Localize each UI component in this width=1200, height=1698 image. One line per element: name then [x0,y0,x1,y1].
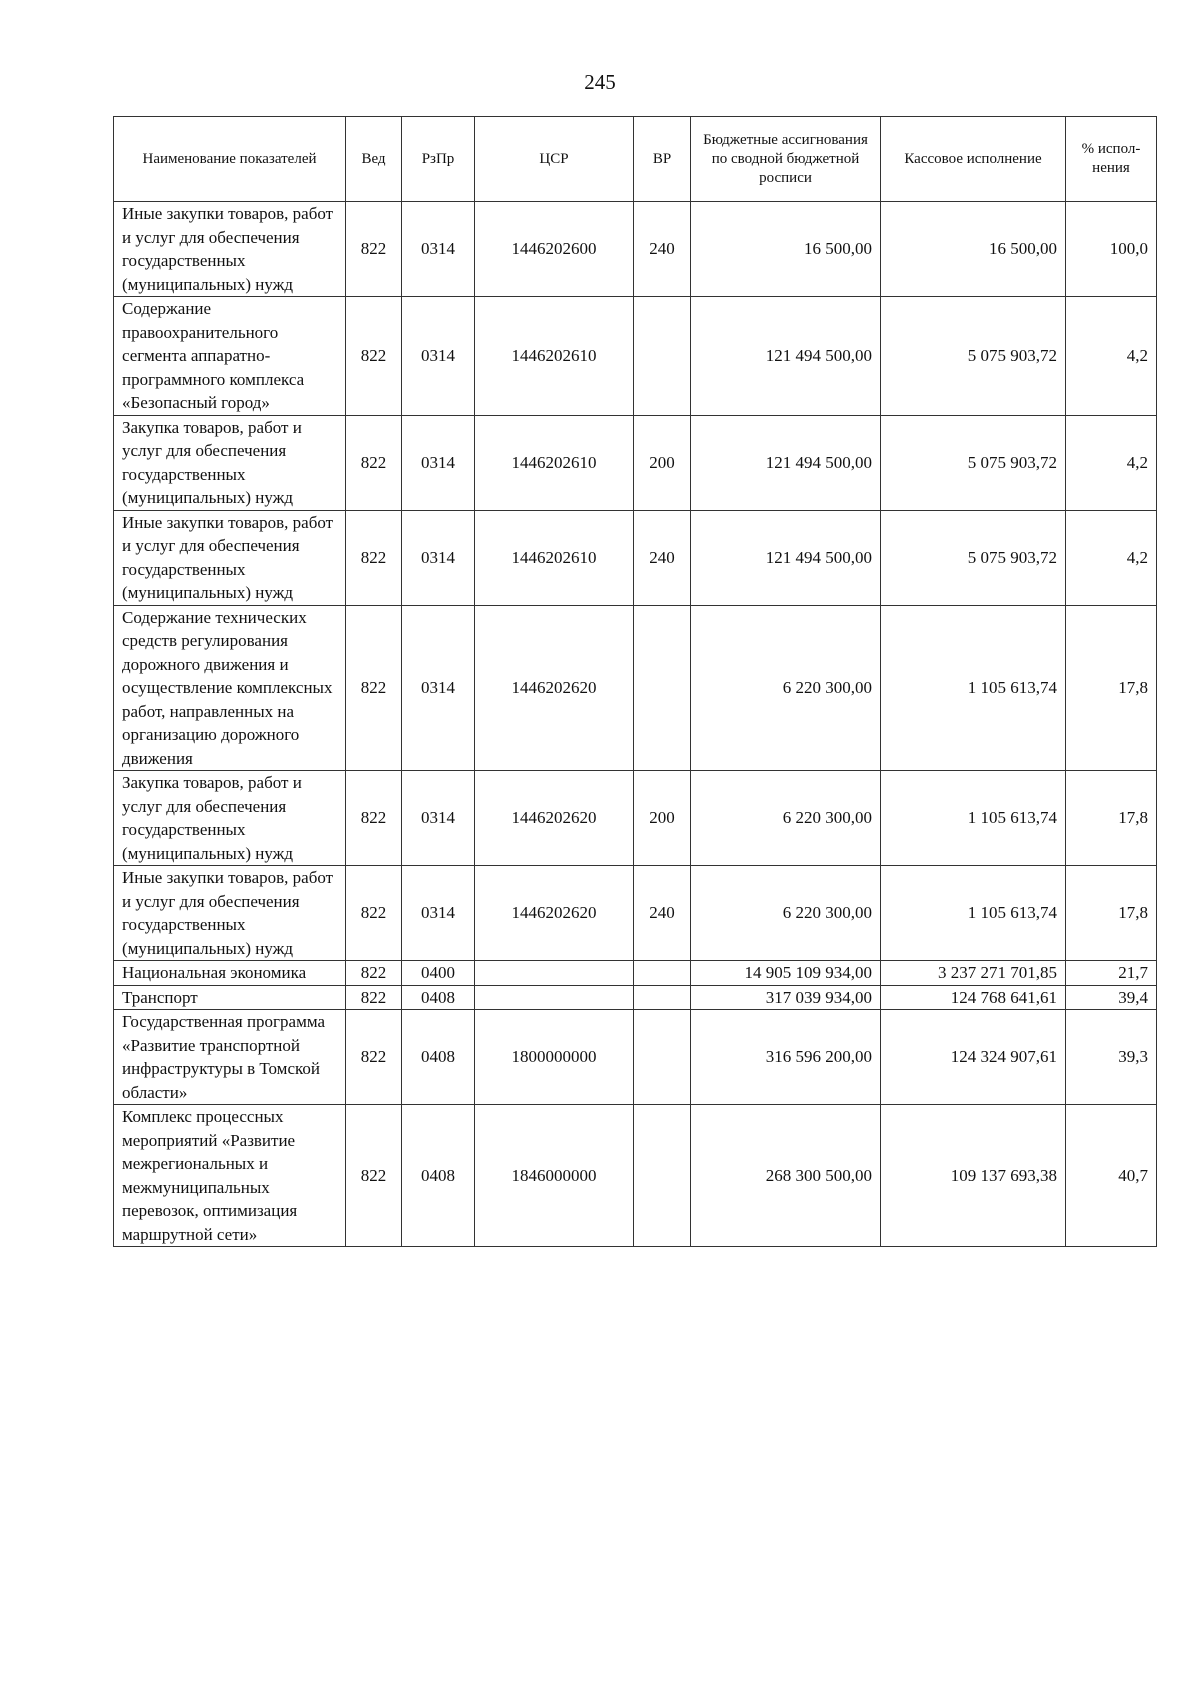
cell-percent: 17,8 [1066,866,1157,961]
cell-percent: 39,4 [1066,985,1157,1010]
cell-ved: 822 [346,202,402,297]
header-cash: Кассовое исполнение [881,117,1066,202]
cell-csr: 1446202610 [475,510,634,605]
cell-budget: 6 220 300,00 [691,866,881,961]
cell-cash: 3 237 271 701,85 [881,961,1066,986]
cell-percent: 4,2 [1066,415,1157,510]
cell-ved: 822 [346,510,402,605]
cell-budget: 6 220 300,00 [691,771,881,866]
cell-cash: 5 075 903,72 [881,510,1066,605]
cell-vr: 240 [634,866,691,961]
cell-ved: 822 [346,1010,402,1105]
cell-name: Содержание правоохранительного сегмента аппаратно-программного комплекса «Безопасный город» [114,297,346,416]
cell-cash: 124 768 641,61 [881,985,1066,1010]
cell-csr: 1446202600 [475,202,634,297]
cell-ved: 822 [346,866,402,961]
cell-ved: 822 [346,985,402,1010]
cell-ved: 822 [346,605,402,771]
cell-cash: 124 324 907,61 [881,1010,1066,1105]
cell-csr [475,985,634,1010]
cell-csr: 1446202610 [475,415,634,510]
cell-percent: 4,2 [1066,510,1157,605]
table-row [114,961,1157,986]
cell-vr: 240 [634,202,691,297]
header-name: Наименование показателей [114,117,346,202]
cell-rzpr: 0408 [402,1010,475,1105]
table-body [114,202,1157,1247]
cell-rzpr: 0314 [402,415,475,510]
budget-execution-table [113,116,1157,1247]
cell-name: Закупка товаров, работ и услуг для обеспечения государственных (муниципальных) нужд [114,415,346,510]
cell-rzpr: 0314 [402,202,475,297]
table-row [114,297,1157,416]
cell-rzpr: 0314 [402,297,475,416]
cell-budget: 316 596 200,00 [691,1010,881,1105]
header-ved: Вед [346,117,402,202]
page-number: 245 [584,70,616,94]
cell-rzpr: 0314 [402,510,475,605]
table-row [114,1010,1157,1105]
table-row [114,202,1157,297]
cell-vr [634,297,691,416]
cell-csr: 1446202620 [475,866,634,961]
cell-cash: 16 500,00 [881,202,1066,297]
cell-cash: 1 105 613,74 [881,866,1066,961]
cell-name: Закупка товаров, работ и услуг для обеспечения государственных (муниципальных) нужд [114,771,346,866]
cell-name: Государственная программа «Развитие транспортной инфраструктуры в Томской области» [114,1010,346,1105]
cell-csr: 1446202620 [475,771,634,866]
header-budget: Бюджетные ассигнования по сводной бюджетной росписи [691,117,881,202]
cell-rzpr: 0408 [402,1105,475,1247]
header-rzpr: РзПр [402,117,475,202]
cell-vr [634,1105,691,1247]
cell-rzpr: 0400 [402,961,475,986]
cell-cash: 1 105 613,74 [881,605,1066,771]
header-csr: ЦСР [475,117,634,202]
cell-percent: 17,8 [1066,771,1157,866]
table-row [114,415,1157,510]
table-header-row [114,117,1157,202]
cell-vr [634,605,691,771]
cell-csr [475,961,634,986]
table-row [114,985,1157,1010]
cell-budget: 6 220 300,00 [691,605,881,771]
cell-percent: 40,7 [1066,1105,1157,1247]
cell-budget: 121 494 500,00 [691,415,881,510]
cell-ved: 822 [346,961,402,986]
cell-rzpr: 0408 [402,985,475,1010]
header-vr: ВР [634,117,691,202]
cell-cash: 5 075 903,72 [881,297,1066,416]
cell-name: Иные закупки товаров, работ и услуг для обеспечения государственных (муниципальных) нужд [114,202,346,297]
table-row [114,866,1157,961]
cell-cash: 109 137 693,38 [881,1105,1066,1247]
cell-percent: 39,3 [1066,1010,1157,1105]
cell-name: Национальная экономика [114,961,346,986]
table-row [114,510,1157,605]
cell-budget: 14 905 109 934,00 [691,961,881,986]
cell-vr [634,961,691,986]
cell-name: Комплекс процессных мероприятий «Развитие межрегиональных и межмуниципальных перевозок, оптимизация маршрутной сети» [114,1105,346,1247]
table-row [114,771,1157,866]
cell-csr: 1446202620 [475,605,634,771]
cell-percent: 4,2 [1066,297,1157,416]
cell-ved: 822 [346,415,402,510]
cell-ved: 822 [346,297,402,416]
cell-csr: 1800000000 [475,1010,634,1105]
cell-vr: 200 [634,415,691,510]
cell-percent: 21,7 [1066,961,1157,986]
table-row [114,605,1157,771]
cell-ved: 822 [346,1105,402,1247]
cell-name: Содержание технических средств регулирования дорожного движения и осуществление комплексных работ, направленных на организацию дорожного движения [114,605,346,771]
cell-budget: 268 300 500,00 [691,1105,881,1247]
cell-vr: 200 [634,771,691,866]
cell-rzpr: 0314 [402,866,475,961]
cell-csr: 1846000000 [475,1105,634,1247]
cell-rzpr: 0314 [402,771,475,866]
cell-budget: 121 494 500,00 [691,297,881,416]
cell-ved: 822 [346,771,402,866]
cell-vr [634,985,691,1010]
cell-name: Иные закупки товаров, работ и услуг для обеспечения государственных (муниципальных) нужд [114,510,346,605]
cell-cash: 5 075 903,72 [881,415,1066,510]
cell-name: Иные закупки товаров, работ и услуг для обеспечения государственных (муниципальных) нужд [114,866,346,961]
cell-percent: 17,8 [1066,605,1157,771]
cell-csr: 1446202610 [475,297,634,416]
cell-vr: 240 [634,510,691,605]
cell-percent: 100,0 [1066,202,1157,297]
cell-cash: 1 105 613,74 [881,771,1066,866]
cell-name: Транспорт [114,985,346,1010]
table-row [114,1105,1157,1247]
cell-rzpr: 0314 [402,605,475,771]
cell-budget: 121 494 500,00 [691,510,881,605]
cell-budget: 16 500,00 [691,202,881,297]
header-percent: % испол-нения [1066,117,1157,202]
cell-vr [634,1010,691,1105]
cell-budget: 317 039 934,00 [691,985,881,1010]
